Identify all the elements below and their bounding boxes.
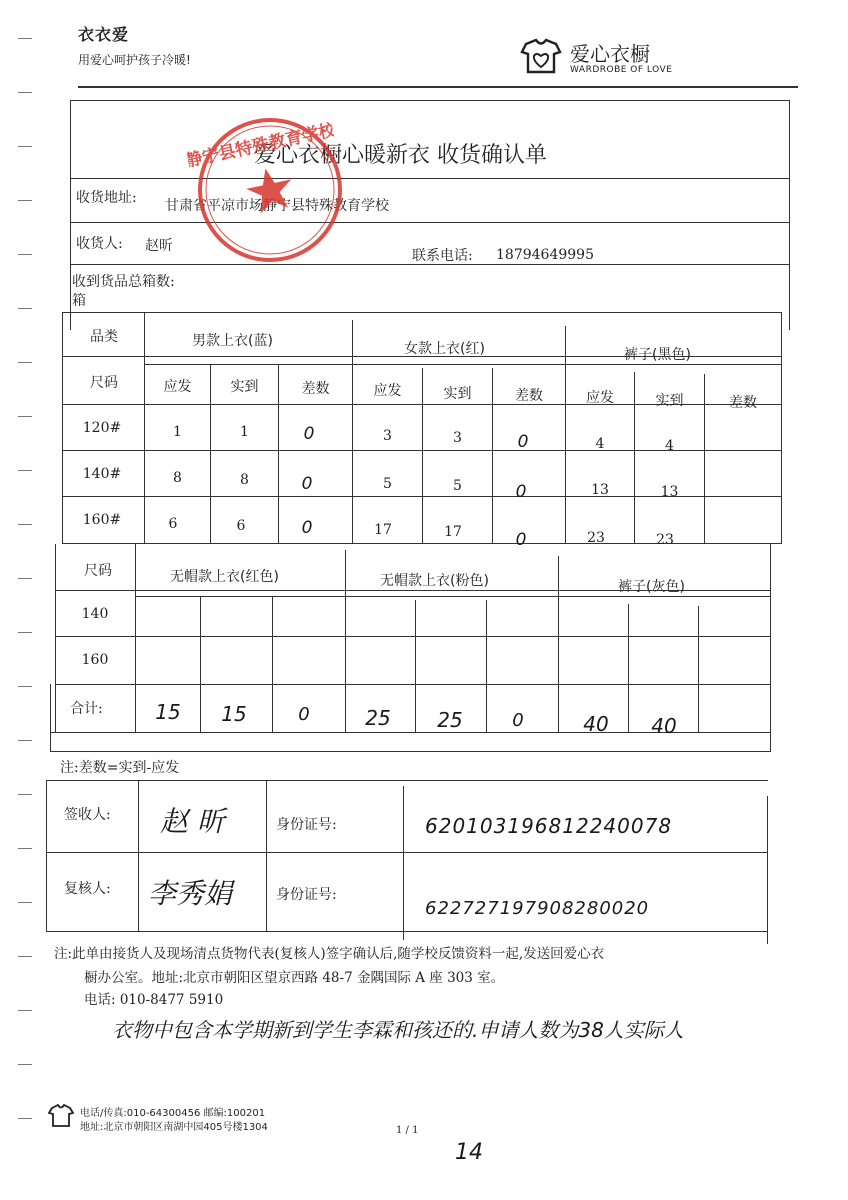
footer-contact: 电话/传真:010-64300456 邮编:100201 [80,1108,266,1119]
table-cell: 0 [301,518,313,538]
handwritten-page-number: 14 [455,1140,483,1165]
svg-text:静宁县特殊教育学校: 静宁县特殊教育学校 [183,120,338,172]
row-size: 120# [82,420,122,436]
total-value: 25 [365,706,391,730]
header-rule [78,86,798,88]
subhead: 差数 [301,381,330,397]
row-size: 160 [81,652,109,668]
checker-signature: 李秀娟 [148,877,233,910]
row-size: 140# [82,466,122,482]
subhead: 实到 [655,393,684,409]
table-cell: 3 [383,428,392,444]
stamp-seal-icon [182,102,358,278]
subhead: 差数 [515,388,543,404]
subhead: 应发 [163,379,192,395]
receiver-id-label: 身份证号: [276,817,337,833]
size-label: 尺码 [90,375,118,391]
subhead: 差数 [729,395,757,411]
table-cell: 23 [656,532,674,548]
receiver-label: 收货人: [76,236,123,252]
table-cell: 4 [595,436,605,452]
official-stamp [182,102,358,278]
total-value: 40 [583,712,609,736]
group-black-pants: 裤子(黑色) [624,347,691,363]
instruction-line2: 橱办公室。地址:北京市朝阳区望京西路 48-7 金隅国际 A 座 303 室。 [84,970,505,986]
brand-left [78,22,191,68]
subhead: 实到 [230,379,259,395]
footer-wardrobe-icon [48,1104,74,1128]
page-number: 1 / 1 [396,1125,419,1136]
brand-right-name: 爱心衣橱 [570,42,650,66]
instruction-line3: 电话: 010-8477 5910 [84,992,224,1008]
table-cell: 17 [374,522,392,538]
boxes-unit: 箱 [72,293,86,309]
table-cell: 1 [240,424,249,440]
table-cell: 0 [515,530,527,550]
table-cell: 6 [236,518,246,534]
total-value: 15 [155,700,181,724]
table-cell: 5 [383,476,392,492]
form-title: 爱心衣橱心暖新衣 收货确认单 [254,143,547,168]
table-cell: 0 [517,432,529,452]
table-cell: 8 [173,470,182,486]
table-cell: 5 [453,478,462,494]
subhead: 实到 [443,386,472,402]
total-value: 15 [221,702,247,726]
table-cell: 6 [168,516,178,532]
table-cell: 4 [665,438,674,454]
totals-label: 合计: [70,701,103,717]
total-value: 25 [437,708,463,732]
table-cell: 13 [591,482,609,498]
receiver-signature: 赵 昕 [160,805,225,838]
group-men-tops: 男款上衣(蓝) [192,333,273,349]
category-label: 品类 [90,329,118,345]
table-cell: 23 [587,530,605,546]
phone-label: 联系电话: [412,248,473,264]
table-cell: 3 [453,430,462,446]
table-cell: 8 [240,472,249,488]
subhead: 应发 [373,383,402,399]
address-value: 甘肃省平凉市场静宁县特殊教育学校 [165,198,389,214]
receiver-value: 赵昕 [145,238,173,254]
row-size: 160# [82,512,122,528]
phone-value: 18794649995 [496,247,594,263]
instruction-line1: 注:此单由接货人及现场清点货物代表(复核人)签字确认后,随学校反馈资料一起,发送回爱心衣 [54,946,605,962]
subhead: 应发 [586,390,614,406]
brand-left-slogan: 用爱心呵护孩子冷暖! [78,53,191,67]
boxes-label: 收到货品总箱数: [72,274,175,290]
checker-id-label: 身份证号: [276,887,337,903]
table-cell: 0 [301,474,313,494]
address-label: 收货地址: [76,190,137,206]
group-hoodless-pink: 无帽款上衣(粉色) [380,573,489,589]
footer-address: 地址:北京市朝阳区南湖中园405号楼1304 [80,1122,268,1133]
group-women-tops: 女款上衣(红) [404,341,485,357]
group-grey-pants: 裤子(灰色) [618,579,685,595]
row-size: 140 [81,606,109,622]
brand-right-subtitle: WARDROBE OF LOVE [570,65,673,75]
checker-sign-label: 复核人: [64,881,111,897]
total-value: 0 [512,710,524,731]
handwritten-note: 衣物中包含本学期新到学生李霖和孩还的.申请人数为38人实际人 [112,1018,684,1042]
brand-left-name: 衣衣爱 [78,25,130,44]
table-cell: 0 [303,424,315,444]
checker-id: 622727197908280020 [425,898,650,919]
receiver-id: 620103196812240078 [425,814,673,838]
total-value: 40 [651,714,677,738]
group-hoodless-red: 无帽款上衣(红色) [170,569,279,585]
table-cell: 0 [515,482,527,502]
total-value: 0 [298,704,310,725]
difference-note: 注:差数=实到-应发 [60,760,180,776]
table-cell: 1 [173,424,182,440]
table-cell: 17 [444,524,462,540]
table2-size-label: 尺码 [84,563,112,579]
table-cell: 13 [660,484,679,500]
wardrobe-heart-icon [520,38,562,76]
receiver-sign-label: 签收人: [64,807,111,823]
